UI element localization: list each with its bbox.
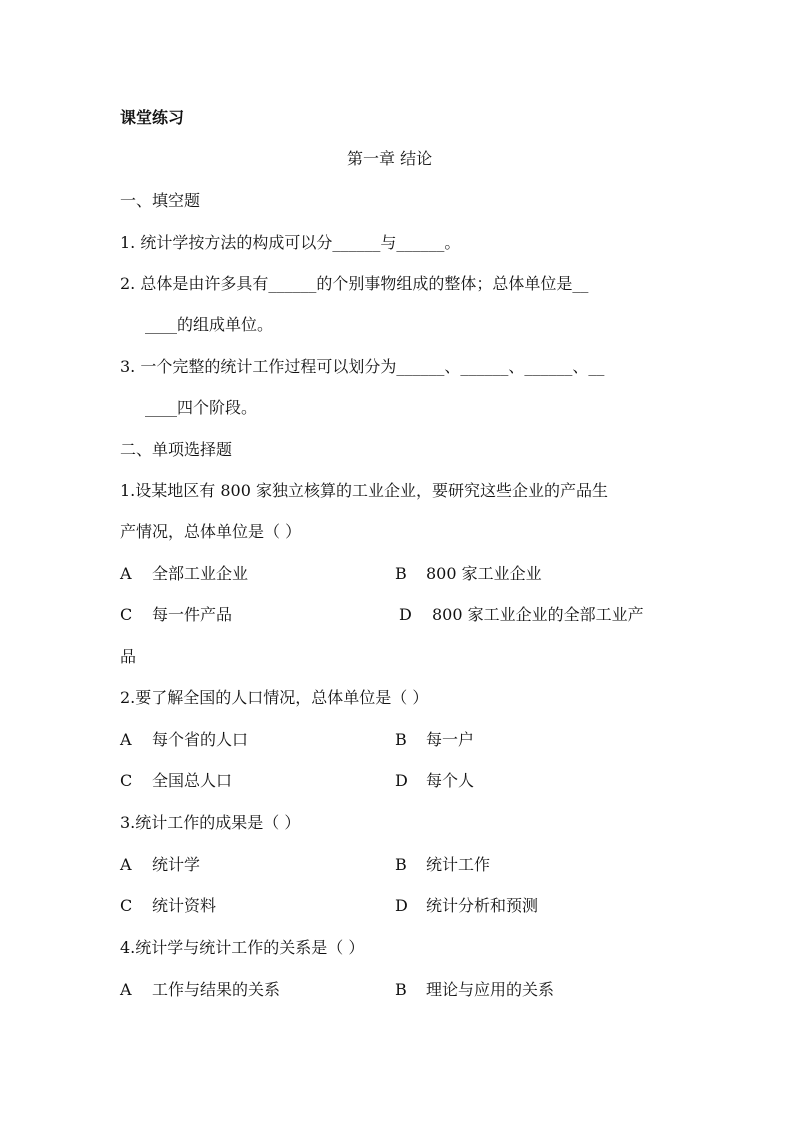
q1-option-b-text: 800 家工业企业 <box>426 564 542 583</box>
q4-option-b-letter: B <box>395 980 407 999</box>
q2-option-b-text: 每一户 <box>426 730 475 749</box>
q1-option-a-letter: A <box>120 564 132 583</box>
q2-option-c-text: 全国总人口 <box>152 771 233 790</box>
q2-option-a-text: 每个省的人口 <box>152 730 249 749</box>
q4-option-a-letter: A <box>120 980 132 999</box>
q1-option-d-continuation: 品 <box>120 647 137 666</box>
q2-option-b-letter: B <box>395 730 407 749</box>
choice-question-3: 3.统计工作的成果是（ ） <box>120 813 301 832</box>
q4-option-a-text: 工作与结果的关系 <box>152 980 281 999</box>
q1-option-b-letter: B <box>395 564 407 583</box>
q2-option-d-text: 每个人 <box>426 771 475 790</box>
choice-question-4: 4.统计学与统计工作的关系是（ ） <box>120 938 365 957</box>
choice-question-1-line-2: 产情况，总体单位是（ ） <box>120 522 302 541</box>
practice-heading: 课堂练习 <box>120 108 185 127</box>
fill-question-3-line-1: 3. 一个完整的统计工作过程可以划分为______、______、______、__ <box>120 357 605 376</box>
fill-question-2-line-1: 2. 总体是由许多具有______的个别事物组成的整体；总体单位是__ <box>120 274 589 293</box>
chapter-title: 第一章 结论 <box>347 149 433 168</box>
fill-section-title: 一、填空题 <box>120 191 201 210</box>
q3-option-a-letter: A <box>120 855 132 874</box>
q1-option-a-text: 全部工业企业 <box>152 564 249 583</box>
q3-option-b-letter: B <box>395 855 407 874</box>
q1-option-c-text: 每一件产品 <box>152 605 233 624</box>
choice-section-title: 二、单项选择题 <box>120 440 233 459</box>
q3-option-d-letter: D <box>395 896 408 915</box>
q3-option-c-letter: C <box>120 896 133 915</box>
q2-option-d-letter: D <box>395 771 408 790</box>
q3-option-b-text: 统计工作 <box>426 855 491 874</box>
q1-option-d-text: 800 家工业企业的全部工业产 <box>432 605 644 624</box>
fill-question-1: 1. 统计学按方法的构成可以分______与______。 <box>120 233 461 252</box>
choice-question-1-line-1: 1.设某地区有 800 家独立核算的工业企业，要研究这些企业的产品生 <box>120 481 608 500</box>
q1-option-d-letter: D <box>399 605 412 624</box>
q3-option-a-text: 统计学 <box>152 855 201 874</box>
q2-option-c-letter: C <box>120 771 133 790</box>
q3-option-c-text: 统计资料 <box>152 896 217 915</box>
fill-question-2-line-2: ____的组成单位。 <box>145 315 274 334</box>
fill-question-3-line-2: ____四个阶段。 <box>145 398 258 417</box>
q1-option-c-letter: C <box>120 605 133 624</box>
choice-question-2: 2.要了解全国的人口情况，总体单位是（ ） <box>120 688 429 707</box>
q4-option-b-text: 理论与应用的关系 <box>426 980 555 999</box>
q3-option-d-text: 统计分析和预测 <box>426 896 539 915</box>
q2-option-a-letter: A <box>120 730 132 749</box>
